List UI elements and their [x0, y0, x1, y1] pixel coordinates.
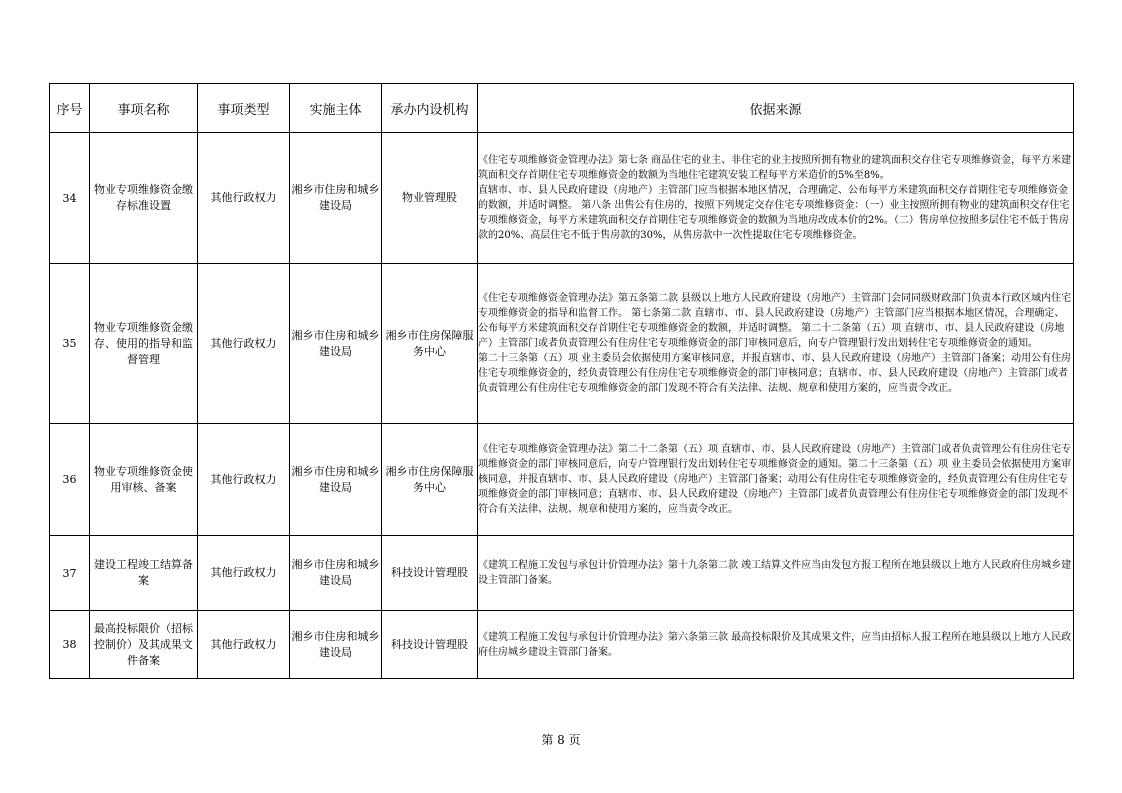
header-index: 序号 [50, 84, 90, 133]
table-row [50, 536, 1074, 611]
row-department: 湘乡市住房保障服务中心 [382, 264, 478, 424]
row-index: 38 [50, 611, 90, 679]
row-basis [478, 133, 1074, 264]
row-implementer: 湘乡市住房和城乡建设局 [290, 611, 382, 679]
row-basis [478, 536, 1074, 611]
row-item-name: 物业专项维修资金缴存、使用的指导和监督管理 [90, 264, 198, 424]
basis-paragraph: 第二十三条第（五）项 业主委员会依据使用方案审核同意，并报直辖市、市、县人民政府建设（房地产）主管部门备案；动用公有住房住宅专项维修资金的，经负责管理公有住房住宅专项维修资金的部门审核同意；直辖市、市、县人民政府建设（房地产）主管部门或者负责管理公有住房住宅专项维修资金的部门发现不符合有关法律、法规、规章和使用方案的，应当责令改正。 [478, 353, 1072, 394]
policy-table [49, 83, 1074, 679]
row-implementer: 湘乡市住房和城乡建设局 [290, 133, 382, 264]
row-item-name: 最高投标限价（招标控制价）及其成果文件备案 [90, 611, 198, 679]
row-item-name: 建设工程竣工结算备案 [90, 536, 198, 611]
table-row [50, 133, 1074, 264]
header-item-name: 事项名称 [90, 84, 198, 133]
basis-paragraph: 《建筑工程施工发包与承包计价管理办法》第十九条第二款 竣工结算文件应当由发包方报工程所在地县级以上地方人民政府住房城乡建设主管部门备案。 [478, 560, 1072, 586]
table-row [50, 264, 1074, 424]
row-index: 36 [50, 424, 90, 536]
row-department: 湘乡市住房保障服务中心 [382, 424, 478, 536]
row-item-type: 其他行政权力 [198, 133, 290, 264]
row-implementer: 湘乡市住房和城乡建设局 [290, 424, 382, 536]
row-item-type: 其他行政权力 [198, 611, 290, 679]
row-implementer: 湘乡市住房和城乡建设局 [290, 264, 382, 424]
basis-paragraph: 《住宅专项维修资金管理办法》第二十二条第（五）项 直辖市、市、县人民政府建设（房地产）主管部门或者负责管理公有住房住宅专项维修资金的部门审核同意后，向专户管理银行发出划转住宅专项维修资金的通知。第二十三条第（五）项 业主委员会依据使用方案审核同意，并报直辖市、市、县人民政府建设（房地产）主管部门备案；动用公有住房住宅专项维修资金的，经负责管理公有住房住宅专项维修资金的部门审核同意；直辖市、市、县人民政府建设（房地产）主管部门或者负责管理公有住房住宅专项维修资金的部门发现不符合有关法律、法规、规章和使用方案的，应当责令改正。 [478, 444, 1072, 515]
table-row [50, 611, 1074, 679]
header-item-type: 事项类型 [198, 84, 290, 133]
header-basis: 依据来源 [478, 84, 1074, 133]
row-index: 35 [50, 264, 90, 424]
table-header-row [50, 84, 1074, 133]
row-item-name: 物业专项维修资金使用审核、备案 [90, 424, 198, 536]
row-item-type: 其他行政权力 [198, 264, 290, 424]
basis-paragraph: 《住宅专项维修资金管理办法》第七条 商品住宅的业主、非住宅的业主按照所拥有物业的建筑面积交存住宅专项维修资金，每平方米建筑面积交存首期住宅专项维修资金的数额为当地住宅建筑安装工程每平方米造价的5%至8%。 [478, 155, 1072, 181]
row-item-type: 其他行政权力 [198, 536, 290, 611]
row-basis [478, 264, 1074, 424]
basis-paragraph: 《住宅专项维修资金管理办法》第五条第二款 县级以上地方人民政府建设（房地产）主管部门会同同级财政部门负责本行政区域内住宅专项维修资金的指导和监督工作。 第七条第二款 直辖市、市、县人民政府建设（房地产）主管部门应当根据本地区情况，合理确定、公布每平方米建筑面积交存首期住宅专项维修资金的数额，并适时调整。 第二十二条第（五）项 直辖市、市、县人民政府建设（房地产）主管部门或者负责管理公有住房住宅专项维修资金的部门审核同意后，向专户管理银行发出划转住宅专项维修资金的通知。 [478, 293, 1072, 349]
row-index: 34 [50, 133, 90, 264]
page-number: 第 8 页 [541, 733, 581, 747]
row-department: 科技设计管理股 [382, 536, 478, 611]
basis-paragraph: 《建筑工程施工发包与承包计价管理办法》第六条第三款 最高投标限价及其成果文件，应当由招标人报工程所在地县级以上地方人民政府住房城乡建设主管部门备案。 [478, 631, 1072, 658]
row-index: 37 [50, 536, 90, 611]
row-item-type: 其他行政权力 [198, 424, 290, 536]
row-implementer: 湘乡市住房和城乡建设局 [290, 536, 382, 611]
row-department: 科技设计管理股 [382, 611, 478, 679]
table-row [50, 424, 1074, 536]
header-implementer: 实施主体 [290, 84, 382, 133]
row-item-name: 物业专项维修资金缴存标准设置 [90, 133, 198, 264]
basis-paragraph: 直辖市、市、县人民政府建设（房地产）主管部门应当根据本地区情况，合理确定、公布每平方米建筑面积交存首期住宅专项维修资金的数额，并适时调整。 第八条 出售公有住房的，按照下列规定交存住宅专项维修资金：（一）业主按照所拥有物业的建筑面积交存住宅专项维修资金，每平方米建筑面积交存首期住宅专项维修资金的数额为当地房改成本价的2%。（二）售房单位按照多层住宅不低于售房款的20%、高层住宅不低于售房款的30%，从售房款中一次性提取住宅专项维修资金。 [478, 185, 1070, 241]
row-basis [478, 611, 1074, 679]
row-basis [478, 424, 1074, 536]
header-department: 承办内设机构 [382, 84, 478, 133]
row-department: 物业管理股 [382, 133, 478, 264]
